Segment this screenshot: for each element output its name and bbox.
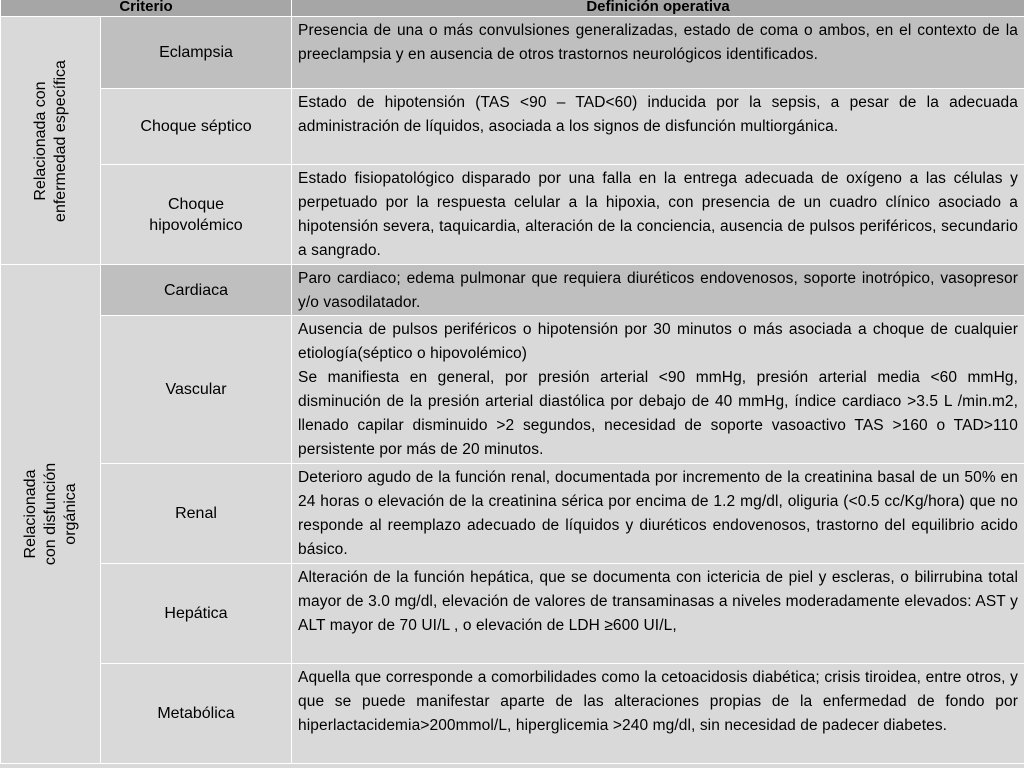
- table-header-row: [1, 0, 1024, 17]
- definicion-cell: Paro cardiaco; edema pulmonar que requiera diuréticos endovenosos, soporte inotrópico, vasopresor y/o vasodilatador.: [292, 265, 1024, 316]
- table-row: [1, 664, 1024, 764]
- group-label: Relacionada con disfunción orgánica: [21, 462, 79, 566]
- criterio-cell: Hepática: [101, 564, 292, 664]
- group-enfermedad-especifica: [1, 17, 101, 265]
- definicion-cell: Aquella que corresponde a comorbilidades como la cetoacidosis diabética; crisis tiroidea, entre otros, y que se puede manifestar aparte de las alteraciones propias de la enfermedad de fondo por hiperlactacidemia>200mmol/L, hiperglicemia >240 mg/dl, sin necesidad de padecer diabetes.: [292, 664, 1024, 764]
- definicion-cell: [292, 316, 1024, 464]
- criterio-cell: Choque hipovolémico: [101, 165, 292, 265]
- criterio-cell: Metabólica: [101, 664, 292, 764]
- group-label: Relacionada con enfermedad específica: [31, 59, 69, 222]
- criterio-cell: Cardiaca: [101, 265, 292, 316]
- table-row: [1, 316, 1024, 464]
- criterio-cell: Choque séptico: [101, 89, 292, 165]
- group-disfuncion-organica: [1, 265, 101, 764]
- table-row: [1, 265, 1024, 316]
- definicion-cell: Alteración de la función hepática, que se documenta con ictericia de piel y escleras, o bilirrubina total mayor de 3.0 mg/dl, elevación de valores de transaminasas a niveles moderadamente elevados: AST y ALT mayor de 70 UI/L , o elevación de LDH ≥600 UI/L,: [292, 564, 1024, 664]
- definicion-cell: Deterioro agudo de la función renal, documentada por incremento de la creatinina basal de un 50% en 24 horas o elevación de la creatinina sérica por encima de 1.2 mg/dl, oliguria (<0.5 cc/Kg/hora) que no responde al reemplazo adecuado de líquidos y diuréticos endovenosos, trastorno del equilibrio acido básico.: [292, 464, 1024, 564]
- table-row: [1, 464, 1024, 564]
- table-row: [1, 165, 1024, 265]
- definicion-paragraph: Se manifiesta en general, por presión arterial <90 mmHg, presión arterial media <60 mmHg, disminución de la presión arterial diastólica por debajo de 40 mmHg, índice cardiaco >3.5 L /min.m2, llenado capilar disminuido >2 segundos, necesidad de soporte vasoactivo TAS >160 o TAD>110 persistente por más de 20 minutos.: [298, 369, 1018, 458]
- criterio-cell: Renal: [101, 464, 292, 564]
- definicion-paragraph: Ausencia de pulsos periféricos o hipotensión por 30 minutos o más asociada a choque de cualquier etiología(séptico o hipovolémico): [298, 321, 1018, 362]
- header-criterio: Criterio: [1, 0, 292, 17]
- criterio-cell: Eclampsia: [101, 17, 292, 89]
- definicion-cell: Estado fisiopatológico disparado por una falla en la entrega adecuada de oxígeno a las células y perpetuado por la respuesta celular a la hipoxia, con presencia de un cuadro clínico asociado a hipotensión severa, taquicardia, alteración de la conciencia, ausencia de pulsos periféricos, secundario a sangrado.: [292, 165, 1024, 265]
- definicion-cell: Presencia de una o más convulsiones generalizadas, estado de coma o ambos, en el contexto de la preeclampsia y en ausencia de otros trastornos neurológicos identificados.: [292, 17, 1024, 89]
- criterio-cell: Vascular: [101, 316, 292, 464]
- table-row: [1, 17, 1024, 89]
- definicion-cell: Estado de hipotensión (TAS <90 – TAD<60) inducida por la sepsis, a pesar de la adecuada administración de líquidos, asociada a los signos de disfunción multiorgánica.: [292, 89, 1024, 165]
- header-definicion: Definición operativa: [292, 0, 1024, 17]
- table-row: [1, 89, 1024, 165]
- table-row: [1, 564, 1024, 664]
